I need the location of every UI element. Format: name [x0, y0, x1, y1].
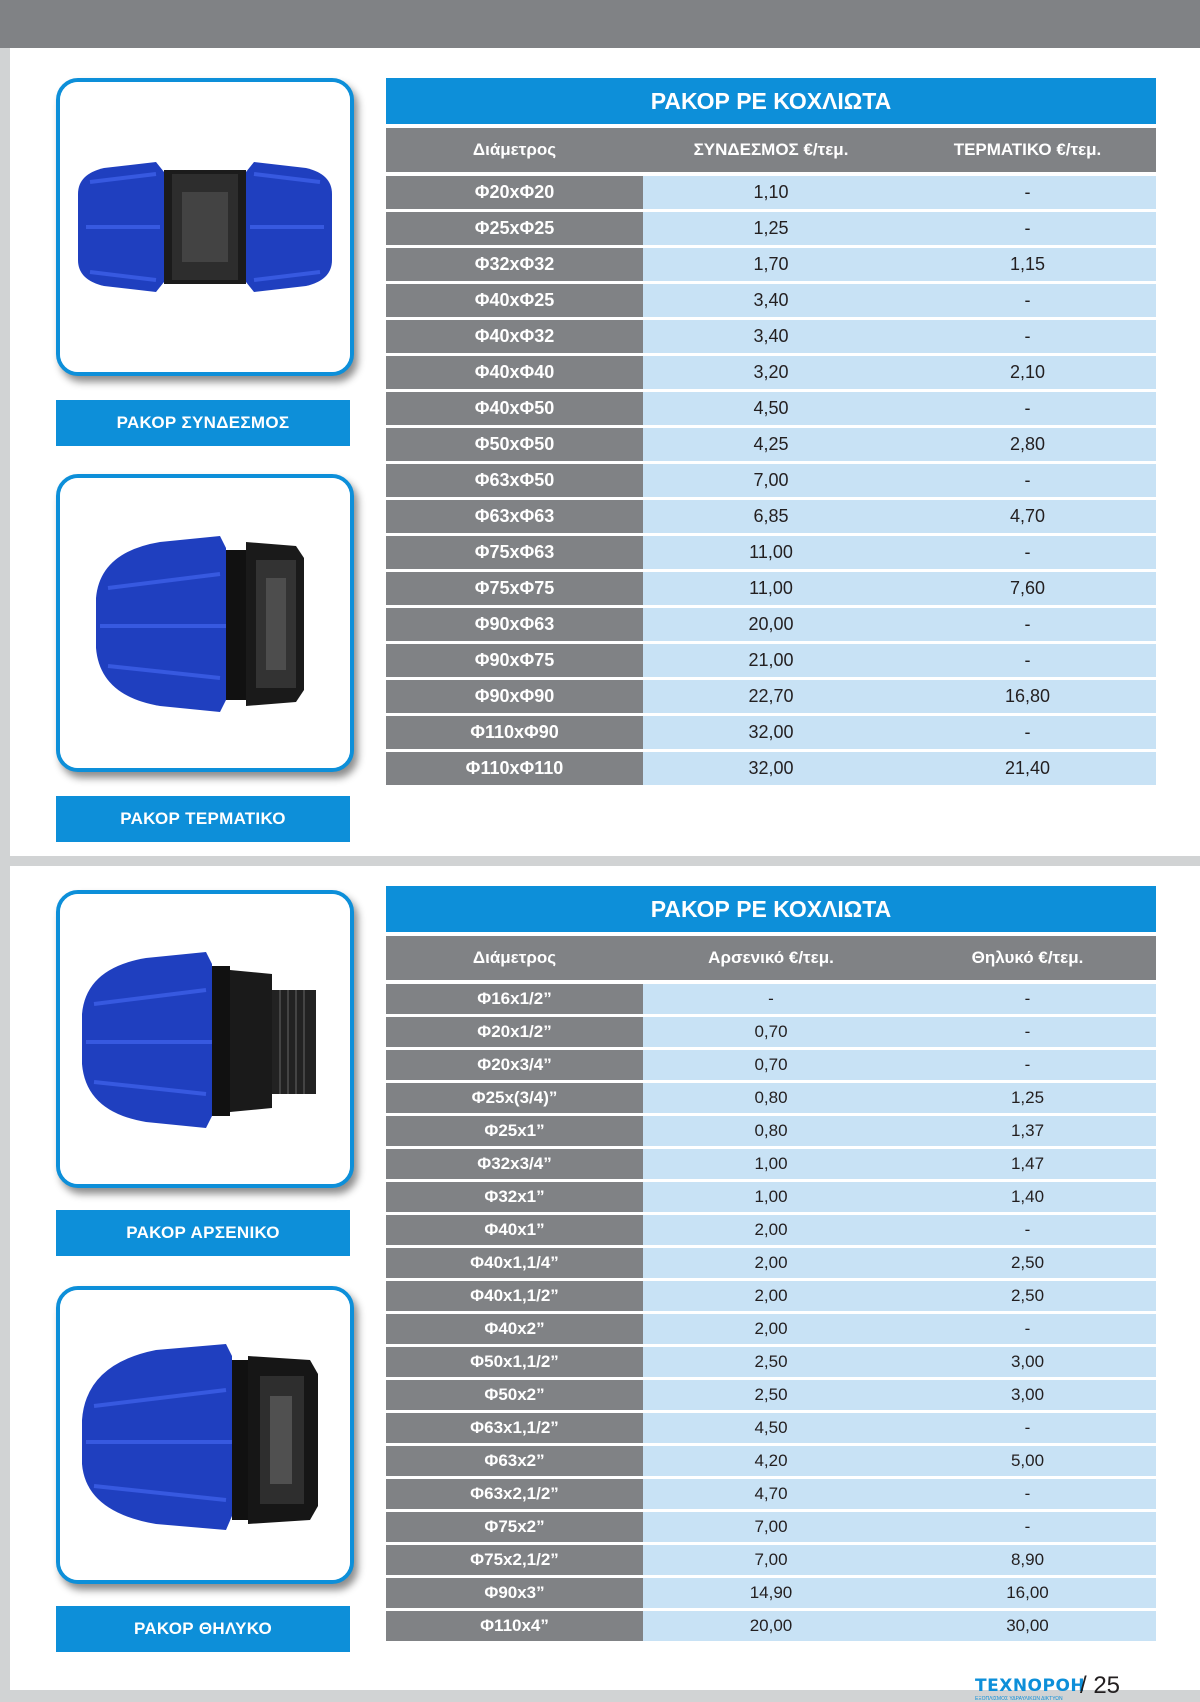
price-cell: -: [899, 716, 1156, 749]
price-cell: -: [899, 1050, 1156, 1080]
price-cell: 2,50: [899, 1248, 1156, 1278]
diameter-cell: Φ50xΦ50: [386, 428, 643, 461]
diameter-cell: Φ40xΦ32: [386, 320, 643, 353]
price-cell: 11,00: [643, 572, 899, 605]
product-label-male-adapter: ΡΑΚΟΡ ΑΡΣΕΝΙΚΟ: [56, 1210, 350, 1256]
diameter-cell: Φ40x1,1/2”: [386, 1281, 643, 1311]
price-cell: 4,25: [643, 428, 899, 461]
product-label-female-adapter: ΡΑΚΟΡ ΘΗΛΥΚΟ: [56, 1606, 350, 1652]
price-cell: -: [899, 392, 1156, 425]
price-cell: 2,00: [643, 1281, 899, 1311]
diameter-cell: Φ20x1/2”: [386, 1017, 643, 1047]
price-cell: 4,20: [643, 1446, 899, 1476]
diameter-cell: Φ40xΦ40: [386, 356, 643, 389]
diameter-cell: Φ90x3”: [386, 1578, 643, 1608]
table-title: ΡΑΚΟΡ ΡΕ ΚΟΧΛΙΩΤΑ: [386, 78, 1156, 124]
diameter-cell: Φ63xΦ50: [386, 464, 643, 497]
price-cell: -: [899, 644, 1156, 677]
price-cell: 32,00: [643, 716, 899, 749]
table-row: [386, 212, 1156, 245]
price-cell: 0,70: [643, 1017, 899, 1047]
price-cell: 2,80: [899, 428, 1156, 461]
price-cell: -: [899, 608, 1156, 641]
price-cell: 0,80: [643, 1116, 899, 1146]
section-coupling-panel: [10, 48, 1200, 856]
price-cell: 30,00: [899, 1611, 1156, 1641]
table-row: [386, 1578, 1156, 1608]
price-cell: 4,70: [643, 1479, 899, 1509]
diameter-cell: Φ25xΦ25: [386, 212, 643, 245]
table-row: [386, 1413, 1156, 1443]
table-row: [386, 392, 1156, 425]
price-cell: 1,25: [643, 212, 899, 245]
price-cell: -: [899, 1215, 1156, 1245]
column-header-male-price: Αρσενικό €/τεμ.: [708, 948, 834, 967]
diameter-cell: Φ90xΦ75: [386, 644, 643, 677]
price-cell: 7,00: [643, 1545, 899, 1575]
price-cell: 32,00: [643, 752, 899, 785]
table-body: [386, 176, 1156, 785]
diameter-cell: Φ40x1,1/4”: [386, 1248, 643, 1278]
column-header-diameter: Διάμετρος: [472, 948, 557, 967]
table-row: [386, 680, 1156, 713]
price-cell: 3,40: [643, 320, 899, 353]
table-row: [386, 176, 1156, 209]
price-cell: 11,00: [643, 536, 899, 569]
price-cell: -: [899, 320, 1156, 353]
price-cell: 1,47: [899, 1149, 1156, 1179]
price-cell: 0,70: [643, 1050, 899, 1080]
price-cell: -: [899, 464, 1156, 497]
price-cell: 22,70: [643, 680, 899, 713]
product-label-end-cap: ΡΑΚΟΡ ΤΕΡΜΑΤΙΚΟ: [56, 796, 350, 842]
table-row: [386, 1248, 1156, 1278]
diameter-cell: Φ40x2”: [386, 1314, 643, 1344]
diameter-cell: Φ50x2”: [386, 1380, 643, 1410]
column-header-female-price: Θηλυκό €/τεμ.: [971, 948, 1084, 967]
price-cell: 1,25: [899, 1083, 1156, 1113]
diameter-cell: Φ16x1/2”: [386, 984, 643, 1014]
price-cell: -: [643, 984, 899, 1014]
table-header-row: [386, 936, 1156, 980]
diameter-cell: Φ20x3/4”: [386, 1050, 643, 1080]
table-row: [386, 1380, 1156, 1410]
table-row: [386, 1347, 1156, 1377]
table-row: [386, 320, 1156, 353]
price-table-coupling: [386, 78, 1156, 788]
price-cell: 4,70: [899, 500, 1156, 533]
page-number: / 25: [1080, 1672, 1121, 1699]
table-row: [386, 1479, 1156, 1509]
table-row: [386, 572, 1156, 605]
table-row: [386, 608, 1156, 641]
price-cell: 3,20: [643, 356, 899, 389]
diameter-cell: Φ20xΦ20: [386, 176, 643, 209]
diameter-cell: Φ40xΦ50: [386, 392, 643, 425]
coupling-product-image: [56, 78, 354, 376]
diameter-cell: Φ75x2,1/2”: [386, 1545, 643, 1575]
table-row: [386, 248, 1156, 281]
price-cell: 3,00: [899, 1347, 1156, 1377]
price-cell: 1,00: [643, 1149, 899, 1179]
column-header-diameter: Διάμετρος: [472, 140, 557, 159]
column-header-end-cap-price: ΤΕΡΜΑΤΙΚΟ €/τεμ.: [953, 140, 1102, 159]
brand-logo: ΤΕΧΝΟΡΟΗ: [975, 1676, 1086, 1696]
diameter-cell: Φ63x2”: [386, 1446, 643, 1476]
price-cell: -: [899, 1512, 1156, 1542]
column-header-coupling-price: ΣΥΝΔΕΣΜΟΣ €/τεμ.: [693, 140, 849, 159]
diameter-cell: Φ63xΦ63: [386, 500, 643, 533]
diameter-cell: Φ110xΦ110: [386, 752, 643, 785]
price-cell: 2,50: [899, 1281, 1156, 1311]
table-row: [386, 500, 1156, 533]
price-cell: -: [899, 1413, 1156, 1443]
table-row: [386, 752, 1156, 785]
diameter-cell: Φ25x1”: [386, 1116, 643, 1146]
male-adapter-product-image: [56, 890, 354, 1188]
price-cell: 20,00: [643, 1611, 899, 1641]
price-cell: 2,10: [899, 356, 1156, 389]
top-bar: [0, 0, 1200, 48]
table-row: [386, 644, 1156, 677]
diameter-cell: Φ90xΦ63: [386, 608, 643, 641]
diameter-cell: Φ75xΦ63: [386, 536, 643, 569]
price-cell: 21,00: [643, 644, 899, 677]
price-cell: 16,80: [899, 680, 1156, 713]
price-cell: 1,15: [899, 248, 1156, 281]
diameter-cell: Φ32x1”: [386, 1182, 643, 1212]
table-row: [386, 1314, 1156, 1344]
table-row: [386, 428, 1156, 461]
table-body: [386, 984, 1156, 1641]
table-row: [386, 1281, 1156, 1311]
diameter-cell: Φ63x1,1/2”: [386, 1413, 643, 1443]
diameter-cell: Φ50x1,1/2”: [386, 1347, 643, 1377]
price-cell: 0,80: [643, 1083, 899, 1113]
price-cell: 16,00: [899, 1578, 1156, 1608]
brand-tagline: ΕΞΟΠΛΙΣΜΟΣ ΥΔΡΑΥΛΙΚΩΝ ΔΙΚΤΥΩΝ: [975, 1696, 1063, 1702]
diameter-cell: Φ40x1”: [386, 1215, 643, 1245]
diameter-cell: Φ75x2”: [386, 1512, 643, 1542]
female-adapter-product-image: [56, 1286, 354, 1584]
price-cell: -: [899, 1017, 1156, 1047]
price-cell: 1,70: [643, 248, 899, 281]
table-row: [386, 1017, 1156, 1047]
table-row: [386, 1149, 1156, 1179]
price-cell: 20,00: [643, 608, 899, 641]
table-row: [386, 1215, 1156, 1245]
price-cell: 6,85: [643, 500, 899, 533]
table-row: [386, 1083, 1156, 1113]
table-row: [386, 284, 1156, 317]
price-cell: 2,50: [643, 1347, 899, 1377]
table-row: [386, 1545, 1156, 1575]
price-cell: 1,10: [643, 176, 899, 209]
price-cell: 1,40: [899, 1182, 1156, 1212]
diameter-cell: Φ75xΦ75: [386, 572, 643, 605]
price-cell: 2,00: [643, 1314, 899, 1344]
table-row: [386, 1611, 1156, 1641]
price-cell: -: [899, 1314, 1156, 1344]
price-cell: 7,00: [643, 1512, 899, 1542]
diameter-cell: Φ110x4”: [386, 1611, 643, 1641]
table-row: [386, 1182, 1156, 1212]
product-label-coupling: ΡΑΚΟΡ ΣΥΝΔΕΣΜΟΣ: [56, 400, 350, 446]
price-cell: 2,00: [643, 1215, 899, 1245]
diameter-cell: Φ32x3/4”: [386, 1149, 643, 1179]
table-row: [386, 1050, 1156, 1080]
diameter-cell: Φ63x2,1/2”: [386, 1479, 643, 1509]
diameter-cell: Φ40xΦ25: [386, 284, 643, 317]
table-row: [386, 356, 1156, 389]
table-row: [386, 1116, 1156, 1146]
diameter-cell: Φ32xΦ32: [386, 248, 643, 281]
price-cell: 2,00: [643, 1248, 899, 1278]
price-cell: 21,40: [899, 752, 1156, 785]
price-cell: -: [899, 1479, 1156, 1509]
table-row: [386, 1512, 1156, 1542]
price-cell: 4,50: [643, 1413, 899, 1443]
end-cap-product-image: [56, 474, 354, 772]
price-cell: 5,00: [899, 1446, 1156, 1476]
price-cell: 4,50: [643, 392, 899, 425]
price-cell: 8,90: [899, 1545, 1156, 1575]
price-cell: 1,37: [899, 1116, 1156, 1146]
table-title: ΡΑΚΟΡ ΡΕ ΚΟΧΛΙΩΤΑ: [386, 886, 1156, 932]
diameter-cell: Φ25x(3/4)”: [386, 1083, 643, 1113]
price-cell: -: [899, 212, 1156, 245]
price-cell: -: [899, 536, 1156, 569]
price-cell: 3,00: [899, 1380, 1156, 1410]
price-cell: 3,40: [643, 284, 899, 317]
table-row: [386, 464, 1156, 497]
table-row: [386, 536, 1156, 569]
table-row: [386, 1446, 1156, 1476]
price-cell: 7,60: [899, 572, 1156, 605]
price-table-threaded: [386, 886, 1156, 1644]
price-cell: 7,00: [643, 464, 899, 497]
diameter-cell: Φ110xΦ90: [386, 716, 643, 749]
section-threaded-panel: [10, 866, 1200, 1690]
table-row: [386, 984, 1156, 1014]
diameter-cell: Φ90xΦ90: [386, 680, 643, 713]
price-cell: 1,00: [643, 1182, 899, 1212]
price-cell: 14,90: [643, 1578, 899, 1608]
table-row: [386, 716, 1156, 749]
price-cell: -: [899, 176, 1156, 209]
price-cell: -: [899, 984, 1156, 1014]
price-cell: -: [899, 284, 1156, 317]
table-header-row: [386, 128, 1156, 172]
price-cell: 2,50: [643, 1380, 899, 1410]
